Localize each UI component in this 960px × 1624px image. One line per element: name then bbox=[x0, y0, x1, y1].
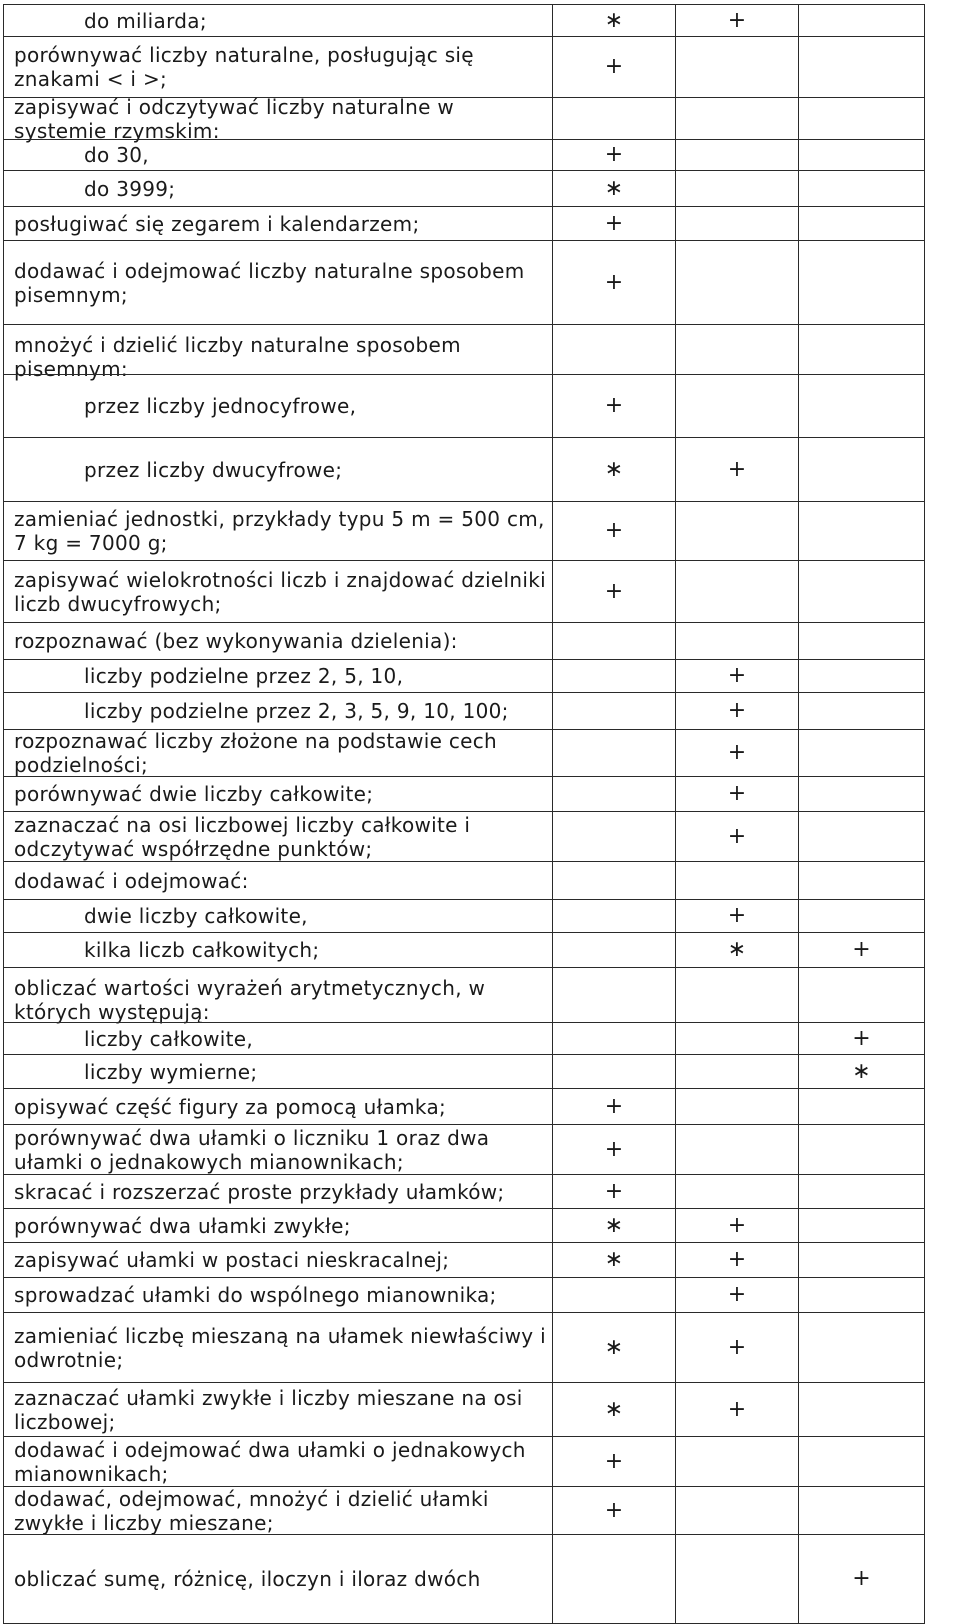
requirement-cell bbox=[3, 501, 553, 561]
requirement-cell bbox=[3, 1486, 553, 1535]
requirement-text: zapisywać i odczytywać liczby naturalne w systemie rzymskim: bbox=[14, 94, 455, 143]
level-cell-3 bbox=[798, 659, 925, 693]
table-row bbox=[3, 692, 925, 729]
requirement-text: mnożyć i dzielić liczby naturalne sposobem pisemnym: bbox=[14, 333, 461, 381]
plus-mark: + bbox=[727, 1396, 747, 1422]
plus-mark: + bbox=[727, 1334, 747, 1360]
requirement-cell bbox=[3, 1054, 553, 1089]
requirement-text: do 30, bbox=[84, 143, 149, 167]
level-cell-2 bbox=[675, 1022, 799, 1055]
level-cell-2 bbox=[675, 729, 799, 777]
level-cell-1 bbox=[552, 899, 676, 933]
level-cell-2 bbox=[675, 1174, 799, 1209]
requirement-text: do 3999; bbox=[84, 176, 176, 201]
level-cell-2 bbox=[675, 1088, 799, 1125]
table-row bbox=[3, 1174, 925, 1208]
requirement-text: dodawać i odejmować: bbox=[14, 868, 249, 893]
requirement-text: sprowadzać ułamki do wspólnego mianownika; bbox=[14, 1283, 497, 1307]
level-cell-3 bbox=[798, 1208, 925, 1243]
level-cell-2 bbox=[675, 437, 799, 502]
requirement-text: zapisywać ułamki w postaci nieskracalnej; bbox=[14, 1248, 450, 1272]
requirement-cell bbox=[3, 1277, 553, 1313]
requirement-cell bbox=[3, 1208, 553, 1243]
plus-mark: + bbox=[852, 1025, 871, 1051]
requirement-text: dodawać i odejmować liczby naturalne sposobem pisemnym; bbox=[14, 258, 525, 307]
level-cell-1 bbox=[552, 206, 676, 241]
requirement-cell bbox=[3, 1242, 553, 1278]
table-row bbox=[3, 1534, 925, 1623]
requirement-text: liczby wymierne; bbox=[84, 1059, 258, 1084]
plus-mark: + bbox=[604, 518, 624, 543]
requirement-text: liczby podzielne przez 2, 3, 5, 9, 10, 100; bbox=[84, 699, 509, 723]
requirement-cell bbox=[3, 374, 553, 438]
plus-mark: + bbox=[604, 1136, 624, 1162]
requirement-cell bbox=[3, 932, 553, 968]
level-cell-2 bbox=[675, 1242, 799, 1278]
requirement-cell bbox=[3, 622, 553, 660]
requirement-text: przez liczby jednocyfrowe, bbox=[84, 394, 357, 418]
level-cell-3 bbox=[798, 1174, 925, 1209]
requirement-cell bbox=[3, 776, 553, 812]
requirement-cell bbox=[3, 560, 553, 623]
level-cell-1 bbox=[552, 374, 676, 438]
plus-mark: + bbox=[727, 7, 747, 33]
level-cell-3 bbox=[798, 729, 925, 777]
plus-mark: + bbox=[604, 269, 624, 295]
plus-mark: + bbox=[604, 1448, 624, 1474]
level-cell-3 bbox=[798, 324, 925, 375]
level-cell-2 bbox=[675, 692, 799, 730]
level-cell-3 bbox=[798, 240, 925, 325]
requirement-text: dodawać, odejmować, mnożyć i dzielić ułamki zwykłe i liczby mieszane; bbox=[14, 1486, 489, 1535]
requirement-cell bbox=[3, 94, 553, 143]
requirement-text: opisywać część figury za pomocą ułamka; bbox=[14, 1094, 447, 1119]
level-cell-1 bbox=[552, 437, 676, 502]
level-cell-2 bbox=[675, 240, 799, 325]
requirement-text: liczby podzielne przez 2, 5, 10, bbox=[84, 664, 404, 688]
table-row bbox=[3, 1208, 925, 1242]
table-row bbox=[3, 324, 925, 381]
plus-mark: + bbox=[604, 1497, 624, 1523]
level-cell-3 bbox=[798, 1486, 925, 1535]
table-row bbox=[3, 1022, 925, 1054]
level-cell-2 bbox=[675, 1124, 799, 1175]
asterisk-mark: ∗ bbox=[852, 1058, 871, 1084]
level-cell-1 bbox=[552, 1208, 676, 1243]
table-row bbox=[3, 899, 925, 932]
table-row bbox=[3, 139, 925, 170]
level-cell-3 bbox=[798, 170, 925, 207]
level-cell-1 bbox=[552, 1312, 676, 1383]
requirement-cell bbox=[3, 1382, 553, 1437]
table-row bbox=[3, 1312, 925, 1382]
requirement-text: rozpoznawać (bez wykonywania dzielenia): bbox=[14, 629, 458, 653]
level-cell-2 bbox=[675, 374, 799, 438]
level-cell-2 bbox=[675, 324, 799, 375]
plus-mark: + bbox=[727, 1212, 747, 1238]
plus-mark: + bbox=[604, 142, 624, 167]
level-cell-2 bbox=[675, 776, 799, 812]
table-row bbox=[3, 1382, 925, 1436]
requirement-text: do miliarda; bbox=[84, 8, 207, 33]
requirement-cell bbox=[3, 36, 553, 98]
level-cell-1 bbox=[552, 1022, 676, 1055]
table-row bbox=[3, 240, 925, 324]
requirement-cell bbox=[3, 1022, 553, 1055]
requirement-text: porównywać dwa ułamki o liczniku 1 oraz dwa ułamki o jednakowych mianownikach; bbox=[14, 1125, 490, 1174]
requirement-text: przez liczby dwucyfrowe; bbox=[84, 457, 343, 482]
table-row bbox=[3, 1242, 925, 1277]
curriculum-table bbox=[3, 4, 925, 1623]
plus-mark: + bbox=[604, 1093, 624, 1119]
table-row bbox=[3, 206, 925, 240]
requirement-text: porównywać liczby naturalne, posługując się znakami < i >; bbox=[14, 43, 474, 91]
level-cell-2 bbox=[675, 1534, 799, 1624]
level-cell-3 bbox=[798, 1312, 925, 1383]
table-row bbox=[3, 776, 925, 811]
level-cell-2 bbox=[675, 899, 799, 933]
asterisk-mark: ∗ bbox=[604, 1334, 624, 1360]
requirement-cell bbox=[3, 240, 553, 325]
level-cell-1 bbox=[552, 811, 676, 862]
level-cell-1 bbox=[552, 1088, 676, 1125]
level-cell-2 bbox=[675, 170, 799, 207]
requirement-cell bbox=[3, 1436, 553, 1487]
plus-mark: + bbox=[604, 393, 624, 418]
level-cell-3 bbox=[798, 560, 925, 623]
level-cell-1 bbox=[552, 1534, 676, 1624]
table-row bbox=[3, 1054, 925, 1088]
table-row bbox=[3, 1436, 925, 1486]
requirement-text: zamieniać liczbę mieszaną na ułamek niewłaściwy i odwrotnie; bbox=[14, 1323, 546, 1372]
level-cell-1 bbox=[552, 324, 676, 375]
level-cell-1 bbox=[552, 560, 676, 623]
level-cell-3 bbox=[798, 501, 925, 561]
level-cell-3 bbox=[798, 622, 925, 660]
requirement-text: posługiwać się zegarem i kalendarzem; bbox=[14, 211, 420, 236]
requirement-cell bbox=[3, 139, 553, 171]
table-row bbox=[3, 967, 925, 1022]
requirement-cell bbox=[3, 324, 553, 381]
plus-mark: + bbox=[727, 456, 747, 482]
level-cell-2 bbox=[675, 501, 799, 561]
requirement-text: dodawać i odejmować dwa ułamki o jednakowych mianownikach; bbox=[14, 1437, 526, 1486]
level-cell-2 bbox=[675, 659, 799, 693]
asterisk-mark: ∗ bbox=[604, 175, 624, 201]
plus-mark: + bbox=[604, 1178, 624, 1204]
requirement-cell bbox=[3, 967, 553, 1023]
asterisk-mark: ∗ bbox=[604, 1247, 624, 1272]
plus-mark: + bbox=[727, 740, 747, 765]
plus-mark: + bbox=[852, 937, 871, 962]
table-row bbox=[3, 622, 925, 659]
table-row bbox=[3, 170, 925, 206]
level-cell-1 bbox=[552, 932, 676, 968]
requirement-cell bbox=[3, 1124, 553, 1175]
level-cell-3 bbox=[798, 1124, 925, 1175]
plus-mark: + bbox=[604, 54, 624, 79]
level-cell-1 bbox=[552, 170, 676, 207]
level-cell-1 bbox=[552, 1436, 676, 1487]
level-cell-1 bbox=[552, 659, 676, 693]
level-cell-1 bbox=[552, 4, 676, 37]
level-cell-1 bbox=[552, 967, 676, 1023]
level-cell-3 bbox=[798, 97, 925, 140]
level-cell-1 bbox=[552, 1486, 676, 1535]
plus-mark: + bbox=[727, 1282, 747, 1307]
level-cell-2 bbox=[675, 1208, 799, 1243]
level-cell-1 bbox=[552, 1277, 676, 1313]
level-cell-2 bbox=[675, 1436, 799, 1487]
requirement-cell bbox=[3, 170, 553, 207]
requirement-text: zapisywać wielokrotności liczb i znajdować dzielniki liczb dwucyfrowych; bbox=[14, 567, 546, 616]
level-cell-1 bbox=[552, 1242, 676, 1278]
requirement-text: zamieniać jednostki, przykłady typu 5 m = 500 cm, 7 kg = 7000 g; bbox=[14, 507, 545, 555]
level-cell-1 bbox=[552, 139, 676, 171]
level-cell-3 bbox=[798, 1534, 925, 1624]
level-cell-2 bbox=[675, 932, 799, 968]
asterisk-mark: ∗ bbox=[727, 937, 747, 962]
table-row bbox=[3, 437, 925, 501]
level-cell-2 bbox=[675, 36, 799, 98]
table-row bbox=[3, 501, 925, 560]
requirement-cell bbox=[3, 811, 553, 862]
requirement-cell bbox=[3, 1312, 553, 1383]
requirement-cell bbox=[3, 1088, 553, 1125]
table-row bbox=[3, 1124, 925, 1174]
level-cell-3 bbox=[798, 932, 925, 968]
level-cell-3 bbox=[798, 811, 925, 862]
level-cell-2 bbox=[675, 622, 799, 660]
level-cell-1 bbox=[552, 97, 676, 140]
plus-mark: + bbox=[604, 210, 624, 236]
level-cell-3 bbox=[798, 4, 925, 37]
requirement-text: rozpoznawać liczby złożone na podstawie cech podzielności; bbox=[14, 729, 498, 777]
level-cell-2 bbox=[675, 861, 799, 900]
requirement-text: dwie liczby całkowite, bbox=[84, 904, 308, 928]
level-cell-2 bbox=[675, 811, 799, 862]
requirement-cell bbox=[3, 659, 553, 693]
plus-mark: + bbox=[727, 781, 747, 806]
level-cell-1 bbox=[552, 1054, 676, 1089]
table-row bbox=[3, 659, 925, 692]
plus-mark: + bbox=[604, 578, 624, 604]
table-row bbox=[3, 36, 925, 97]
level-cell-3 bbox=[798, 139, 925, 171]
level-cell-1 bbox=[552, 729, 676, 777]
table-row bbox=[3, 1486, 925, 1534]
level-cell-3 bbox=[798, 36, 925, 98]
level-cell-2 bbox=[675, 206, 799, 241]
level-cell-3 bbox=[798, 776, 925, 812]
requirement-cell bbox=[3, 4, 553, 37]
level-cell-1 bbox=[552, 1174, 676, 1209]
requirement-cell bbox=[3, 437, 553, 502]
table-row bbox=[3, 729, 925, 776]
table-row bbox=[3, 374, 925, 437]
table-row bbox=[3, 1277, 925, 1312]
level-cell-3 bbox=[798, 899, 925, 933]
table-row bbox=[3, 861, 925, 899]
level-cell-1 bbox=[552, 622, 676, 660]
plus-mark: + bbox=[727, 663, 747, 688]
level-cell-2 bbox=[675, 1312, 799, 1383]
level-cell-1 bbox=[552, 692, 676, 730]
plus-mark: + bbox=[727, 1247, 747, 1272]
level-cell-3 bbox=[798, 1088, 925, 1125]
plus-mark: + bbox=[852, 1566, 871, 1591]
asterisk-mark: ∗ bbox=[604, 456, 624, 482]
level-cell-1 bbox=[552, 1124, 676, 1175]
level-cell-2 bbox=[675, 4, 799, 37]
requirement-text: zaznaczać ułamki zwykłe i liczby mieszane na osi liczbowej; bbox=[14, 1385, 523, 1434]
plus-mark: + bbox=[727, 823, 747, 849]
level-cell-3 bbox=[798, 861, 925, 900]
level-cell-3 bbox=[798, 692, 925, 730]
requirement-cell bbox=[3, 899, 553, 933]
level-cell-2 bbox=[675, 1054, 799, 1089]
requirement-cell bbox=[3, 206, 553, 241]
requirement-cell bbox=[3, 729, 553, 777]
requirement-cell bbox=[3, 1534, 553, 1624]
requirement-text: porównywać dwa ułamki zwykłe; bbox=[14, 1213, 351, 1238]
level-cell-1 bbox=[552, 501, 676, 561]
level-cell-2 bbox=[675, 1382, 799, 1437]
level-cell-1 bbox=[552, 36, 676, 98]
level-cell-3 bbox=[798, 1436, 925, 1487]
table-row bbox=[3, 94, 925, 143]
level-cell-2 bbox=[675, 1486, 799, 1535]
requirement-text: obliczać wartości wyrażeń arytmetycznych, w których występują: bbox=[14, 976, 486, 1024]
asterisk-mark: ∗ bbox=[604, 7, 624, 33]
level-cell-2 bbox=[675, 967, 799, 1023]
table-row bbox=[3, 811, 925, 861]
table-row bbox=[3, 560, 925, 622]
requirement-cell bbox=[3, 1174, 553, 1209]
table-row bbox=[3, 1088, 925, 1124]
level-cell-2 bbox=[675, 560, 799, 623]
asterisk-mark: ∗ bbox=[604, 1396, 624, 1422]
requirement-text: zaznaczać na osi liczbowej liczby całkowite i odczytywać współrzędne punktów; bbox=[14, 812, 471, 861]
level-cell-2 bbox=[675, 1277, 799, 1313]
requirement-cell bbox=[3, 861, 553, 900]
level-cell-3 bbox=[798, 1054, 925, 1089]
table-row bbox=[3, 932, 925, 967]
level-cell-3 bbox=[798, 374, 925, 438]
requirement-text: kilka liczb całkowitych; bbox=[84, 938, 320, 962]
level-cell-3 bbox=[798, 967, 925, 1023]
table-row bbox=[3, 4, 925, 36]
level-cell-2 bbox=[675, 139, 799, 171]
level-cell-1 bbox=[552, 240, 676, 325]
level-cell-2 bbox=[675, 97, 799, 140]
level-cell-3 bbox=[798, 206, 925, 241]
level-cell-3 bbox=[798, 1242, 925, 1278]
requirement-text: obliczać sumę, różnicę, iloczyn i iloraz dwóch bbox=[14, 1567, 481, 1591]
requirement-cell bbox=[3, 692, 553, 730]
asterisk-mark: ∗ bbox=[604, 1212, 624, 1238]
level-cell-3 bbox=[798, 437, 925, 502]
level-cell-1 bbox=[552, 776, 676, 812]
requirement-text: porównywać dwie liczby całkowite; bbox=[14, 782, 374, 806]
requirement-text: skracać i rozszerzać proste przykłady ułamków; bbox=[14, 1179, 505, 1204]
requirement-text: liczby całkowite, bbox=[84, 1026, 254, 1051]
level-cell-3 bbox=[798, 1382, 925, 1437]
plus-mark: + bbox=[727, 698, 747, 723]
level-cell-1 bbox=[552, 1382, 676, 1437]
level-cell-3 bbox=[798, 1022, 925, 1055]
plus-mark: + bbox=[727, 903, 747, 928]
level-cell-1 bbox=[552, 861, 676, 900]
level-cell-3 bbox=[798, 1277, 925, 1313]
